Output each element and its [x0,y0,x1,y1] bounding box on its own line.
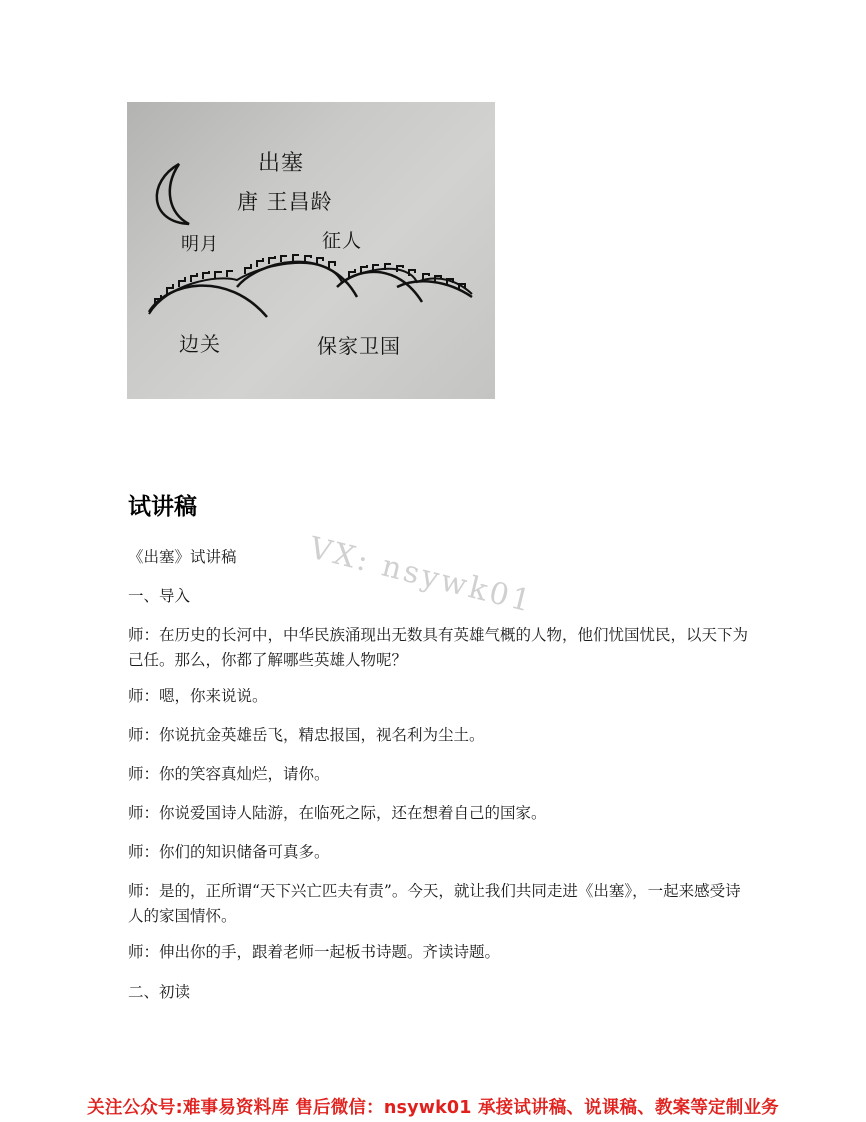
wall-crenellations [149,263,472,314]
section-heading-first-reading: 二、初读 [128,983,191,1001]
paragraph: 师：在历史的长河中，中华民族涌现出无数具有英雄气概的人物，他们忧国忧民，以天下为己任。那么，你都了解哪些英雄人物呢？ [128,626,749,669]
footer-promo-banner: 关注公众号:难事易资料库 售后微信：nsywk01 承接试讲稿、说课稿、教案等定制业务 [87,1098,779,1118]
section-heading-intro: 一、导入 [128,587,191,605]
paragraph: 师：你的笑容真灿烂，请你。 [128,765,330,783]
sketch-traveler-label: 征人 [322,230,363,252]
mountain-arc-2 [237,262,357,297]
paragraph: 师：嗯，你来说说。 [128,687,268,705]
paragraph: 师：你们的知识储备可真多。 [128,843,330,861]
blackboard-sketch-photo [127,102,495,399]
sketch-moon-label: 明月 [181,234,219,255]
watermark: VX: nsywk01 [305,530,537,620]
paragraph: 师：伸出你的手，跟着老师一起板书诗题。齐读诗题。 [128,943,501,961]
paragraph: 师：是的，正所谓“天下兴亡匹夫有责”。今天，就让我们共同走进《出塞》，一起来感受诗人的家国情怀。 [128,882,741,925]
paragraph: 师：你说抗金英雄岳飞，精忠报国，视名利为尘土。 [128,726,485,744]
sketch-title: 出塞 [258,151,305,176]
sketch-pass-label: 边关 [179,332,221,356]
sketch-defend-label: 保家卫国 [317,334,401,358]
paragraph: 师：你说爱国诗人陆游，在临死之际，还在想着自己的国家。 [128,804,547,822]
page-heading: 试讲稿 [128,494,197,520]
moon-shape [157,164,189,224]
sketch-author: 唐 王昌龄 [237,190,333,214]
paragraph-subtitle: 《出塞》试讲稿 [128,548,237,566]
